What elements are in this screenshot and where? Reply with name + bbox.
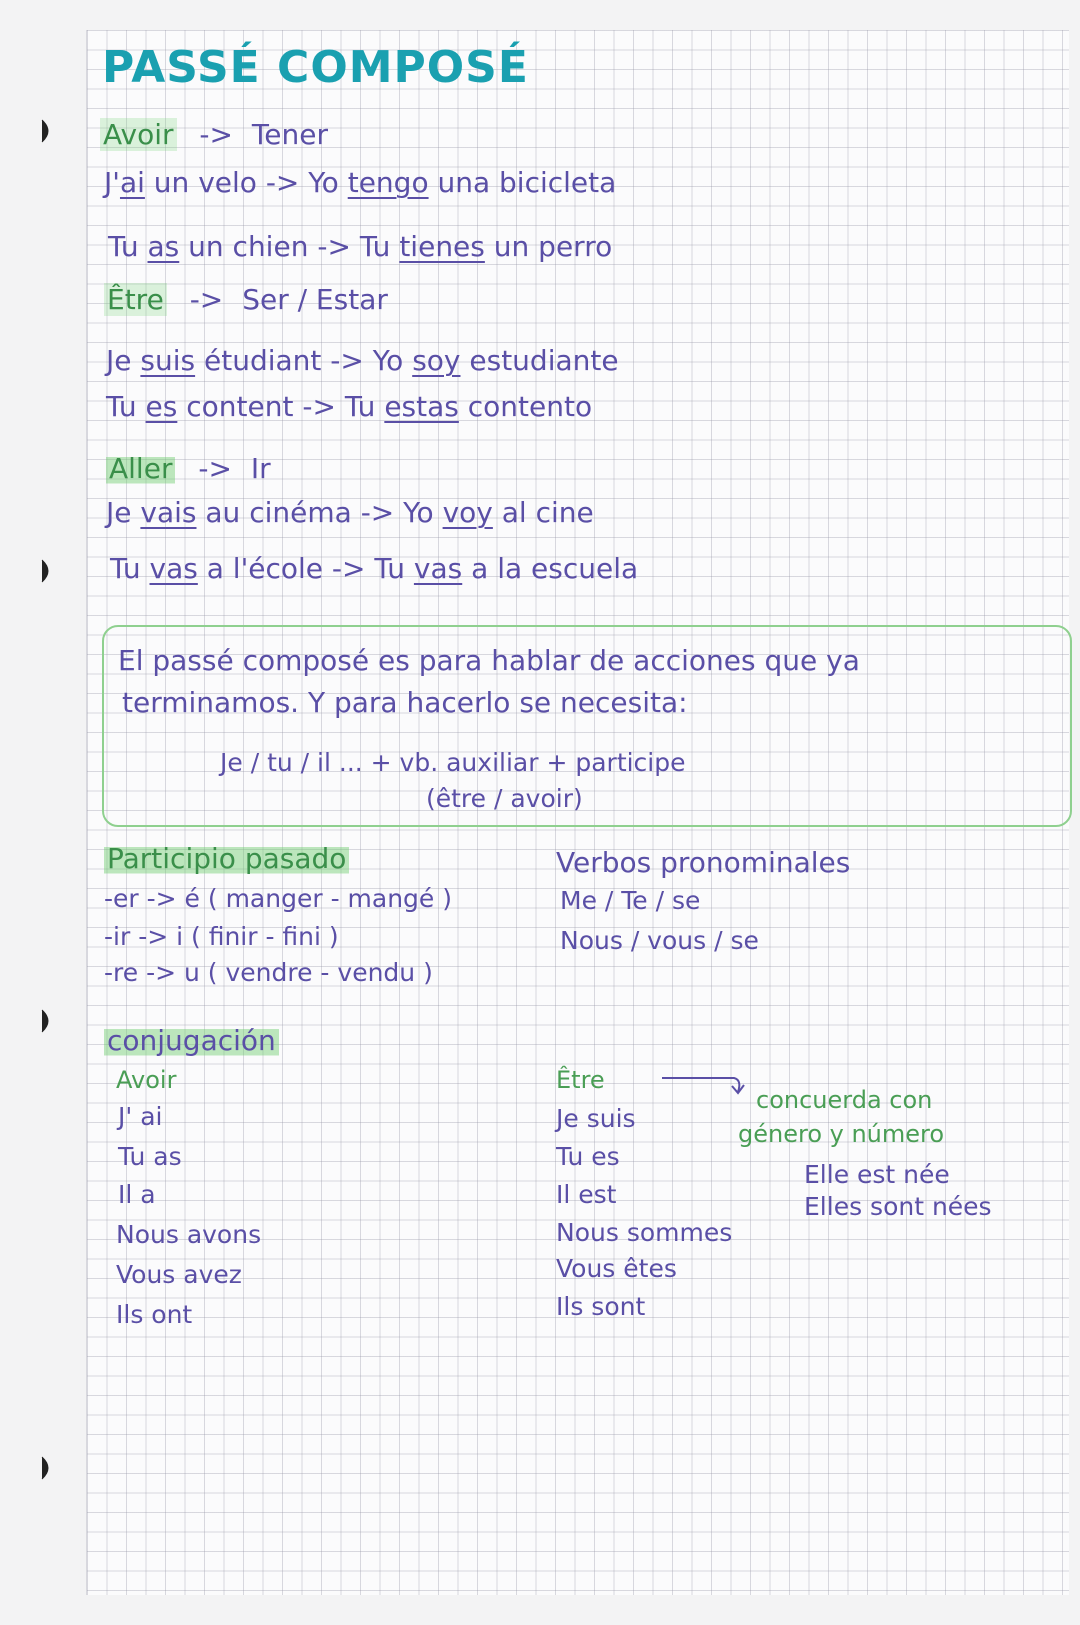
page-title: PASSÉ COMPOSÉ [102, 42, 529, 93]
avoir-conj-heading: Avoir [116, 1066, 177, 1094]
avoir-example-1: J'ai un velo -> Yo tengo una bicicleta [104, 166, 617, 199]
avoir-conj-line: Il a [118, 1180, 156, 1209]
etre-conj-heading: Être [556, 1066, 605, 1094]
etre-conj-line: Je suis [556, 1104, 636, 1133]
participio-rule: -er -> é ( manger - mangé ) [104, 884, 452, 913]
etre-conj-line: Vous êtes [556, 1254, 677, 1283]
etre-example-2: Tu es content -> Tu estas contento [106, 390, 593, 423]
avoir-conj-line: J' ai [118, 1102, 163, 1131]
binder-hole-icon [40, 1008, 54, 1034]
concuerda-line: concuerda con [756, 1086, 933, 1114]
etre-conj-line: Nous sommes [556, 1218, 733, 1247]
concuerda-line: género y número [738, 1120, 945, 1148]
binder-hole-icon [40, 1455, 54, 1481]
agreement-example: Elle est née [804, 1160, 950, 1189]
aller-example-2: Tu vas a l'école -> Tu vas a la escuela [110, 552, 639, 585]
avoir-conj-line: Tu as [118, 1142, 182, 1171]
etre-conj-line: Tu es [556, 1142, 620, 1171]
pronominales-heading: Verbos pronominales [556, 846, 851, 879]
etre-heading: Être -> Ser / Estar [104, 283, 388, 316]
arrow-icon [660, 1070, 750, 1100]
binder-hole-icon [40, 118, 54, 144]
definition-line-2: terminamos. Y para hacerlo se necesita: [122, 686, 688, 719]
binder-hole-icon [40, 558, 54, 584]
avoir-conj-line: Ils ont [116, 1300, 193, 1329]
formula: Je / tu / il ... + vb. auxiliar + participe [220, 748, 686, 777]
conjugacion-heading: conjugación [104, 1024, 279, 1057]
etre-example-1: Je suis étudiant -> Yo soy estudiante [106, 344, 619, 377]
participio-rule: -re -> u ( vendre - vendu ) [104, 958, 433, 987]
etre-conj-line: Il est [556, 1180, 617, 1209]
avoir-conj-line: Vous avez [116, 1260, 242, 1289]
avoir-conj-line: Nous avons [116, 1220, 262, 1249]
pronominales-line: Me / Te / se [560, 886, 701, 915]
pronominales-line: Nous / vous / se [560, 926, 759, 955]
formula-sub: (être / avoir) [426, 784, 583, 813]
agreement-example: Elles sont nées [804, 1192, 992, 1221]
participio-heading: Participio pasado [104, 842, 349, 875]
avoir-example-2: Tu as un chien -> Tu tienes un perro [108, 230, 613, 263]
etre-conj-line: Ils sont [556, 1292, 646, 1321]
aller-example-1: Je vais au cinéma -> Yo voy al cine [106, 496, 594, 529]
definition-line-1: El passé composé es para hablar de acciones que ya [118, 644, 860, 677]
avoir-heading: Avoir -> Tener [100, 118, 328, 151]
participio-rule: -ir -> i ( finir - fini ) [104, 922, 339, 951]
aller-heading: Aller -> Ir [106, 452, 271, 485]
